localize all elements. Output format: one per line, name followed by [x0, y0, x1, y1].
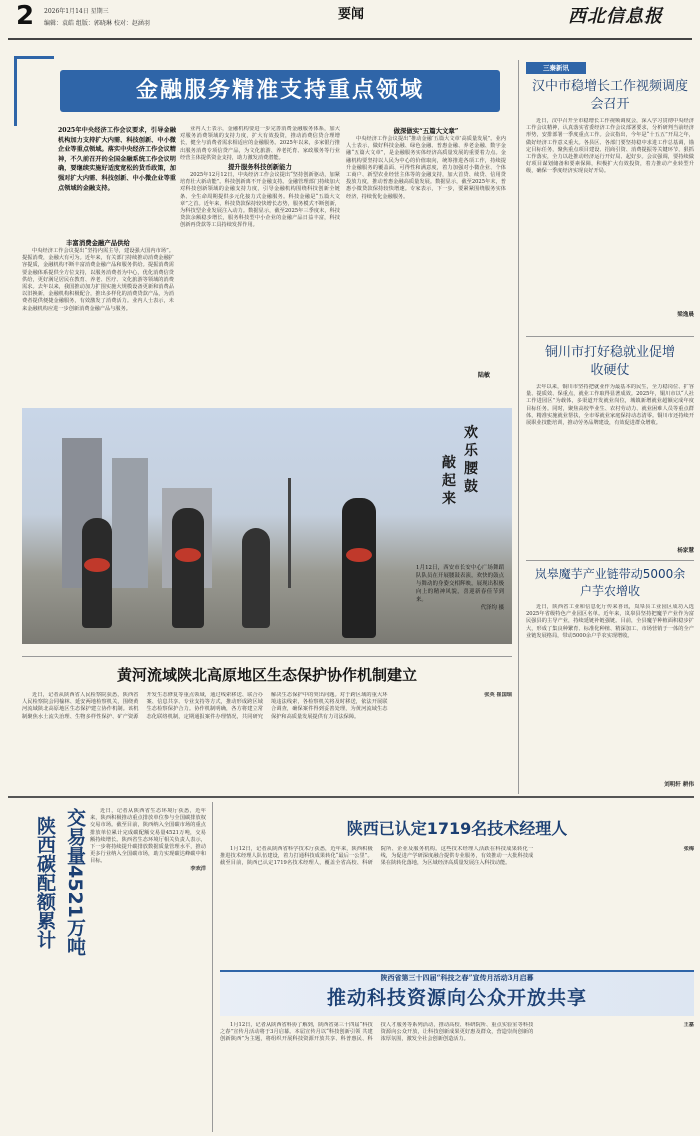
- finance-sub-1: 丰富消费金融产品供给: [66, 239, 130, 247]
- tongchuan-author: 杨家慧: [677, 548, 694, 554]
- calligraphy-char: 欢: [464, 425, 478, 441]
- photo-drum-3: [346, 548, 372, 562]
- calligraphy-char: 来: [442, 491, 456, 507]
- carbon-title-line-1: 交易量4521万吨: [64, 808, 86, 956]
- masthead: [8, 1, 694, 34]
- tongchuan-body: [526, 384, 694, 548]
- photo-caption: [416, 564, 504, 640]
- photo-dancer-3: [242, 528, 270, 628]
- photo-drum-2: [175, 548, 201, 562]
- langao-author: 刘明轩 耕伟: [664, 782, 694, 788]
- rule-langao: [526, 560, 694, 561]
- photo-credit: 代泽均 摄: [480, 605, 504, 611]
- hanzhong-text: 近日，汉中召开全市稳增长工作视频调度会，深入学习贯彻中央经济工作会议精神，认真落实省委经济工作会议部署要求，分析研判当前经济形势，安排部署一季度重点工作。会议指出，今年是“十五五”开局之年，做好经济工作意义重大。各县区、各部门要坚持稳中求进工作总基调，锚定目标任务，聚焦重点项目建设、招商引资、消费提振等关键环节，狠抓工作落实，全力以赴推动经济运行开好局、起好步。会议强调，要持续做好项目谋划储备和要素保障，积极扩大有效投资，着力推动产业转型升级，确保一季度经济实现良好开局。: [526, 118, 694, 175]
- finance-col3-text: 中央经济工作会议提出“推动金融‘五篇大文章’高质量发展”。业内人士表示，做好科技金融、绿色金融、普惠金融、养老金融、数字金融“五篇大文章”，是金融服务实体经济高质量发展的重要着力点。金融机构要坚持以人民为中心的价值取向，统筹推进各项工作，持续提升金融服务的覆盖面、可得性和满意度，着力加强对小微企业、个体工商户、新型农业经营主体等的金融支持，加大首贷、续贷、信用贷投放力度，推动普惠金融高质量发展。数据显示，截至2025年末，普惠小微贷款保持较快增速。专家表示，下一步，要紧紧围绕服务实体经济，持续优化金融服务。: [346, 136, 506, 200]
- photo-drum-1: [84, 558, 110, 572]
- calligraphy-char: 起: [442, 473, 456, 489]
- finance-sub-3: 做深做实“五篇大文章”: [393, 127, 459, 135]
- masthead-rule: [8, 38, 692, 40]
- finance-col-2: [180, 126, 340, 366]
- photo-dancer-2: [172, 508, 204, 628]
- openshare-author: 王嘉: [683, 1022, 694, 1028]
- photo-calligraphy: [420, 424, 480, 564]
- eco-text: 近日，记者从陕西省人民检察院获悉，陕西省人民检察院会同榆林、延安两地检察机关，围绕黄河流域陕北高原地区生态保护建立协作机制。该机制聚焦水土流失治理、生物多样性保护、矿产资源开发生态修复等重点领域，通过线索移送、联合办案、信息共享、专业支持等方式，推动形成跨区域生态检察保护合力。协作机制明确，各方将建立常态化联络机制，定期通报案件办理情况，共同研究解决生态保护中的突出问题。对于跨区域的重大环境违法线索，各检察机关将及时移送，依法开展联合调查，确保案件得到妥善处理，为黄河流域生态保护和高质量发展提供有力司法保障。: [22, 692, 388, 720]
- eco-author: 张英 崔国瑞: [484, 692, 512, 698]
- banner: [60, 70, 500, 112]
- hanzhong-author: 梁逸晨: [677, 312, 694, 318]
- photo-dancer-1: [82, 518, 112, 628]
- tongchuan-section: [526, 344, 694, 556]
- carbon-text: 近日，记者从陕西省生态环境厅获悉，近年来，陕西积极推动重点排放单位参与全国碳排放权交易市场。截至目前，陕西纳入全国碳市场的重点排放单位累计完成碳配额交易量4521万吨，交易额持续增长。陕西省生态环境厅相关负责人表示，下一步将持续提升碳排放数据质量管理水平，推动更多行业纳入全国碳市场，助力实现碳达峰碳中和目标。: [90, 808, 206, 865]
- photo-dancer-4: [342, 498, 376, 638]
- openshare-text: 1月12日，记者从陕西省科协了解到，陕西省第三十四届“科技之春”宣传月活动将于3月启幕。本届宣传月以“科技创新引领 共建创新陕西”为主题，将组织开展科技资源开放共享、科普惠民、科技人才服务等系列活动，推动高校、科研院所、重点实验室等科技资源向公众开放，让科技创新成果更好惠及群众，营造崇尚创新的浓厚氛围，激发全社会创新创造活力。: [220, 1022, 534, 1043]
- hanzhong-body: [526, 118, 694, 312]
- openshare-title: 推动科技资源向公众开放共享: [326, 987, 587, 1009]
- rule-eco: [22, 656, 512, 657]
- news-photo: [22, 408, 512, 644]
- finance-col1-text: 中央经济工作会议提出“坚持内需主导，建设强大国内市场”。提振消费，金融大有可为。近年来，有关部门持续推动消费金融扩容提质，金融机构不断丰富消费金融产品和服务供给。提振消费需要金融体系提供全方位支持，以服务消费者为中心，优化消费信贷供给，更好满足居民在教育、养老、医疗、文化旅游等领域的消费需求。去年以来，我国推动加力扩围实施大规模设备更新和消费品以旧换新，金融机构积极配合，推出多样化的消费贷款产品，为消费者提供便捷金融服务，有效激发了消费活力。业内人士表示，未来金融机构应进一步创新消费金融产品与服务。: [22, 248, 174, 312]
- carbon-body: [90, 808, 206, 1134]
- tongchuan-title: 铜川市打好稳就业促增收硬仗: [544, 345, 675, 378]
- carbon-title: [22, 808, 88, 1048]
- openshare-banner: [220, 970, 694, 1016]
- finance-lead: 2025年中央经济工作会议要求，引导金融机构加力支持扩大内需、科技创新、中小微企业等重点领域。落实中央经济工作会议精神，不久前召开的全国金融系统工作会议明确，要继续实施好适度宽松的货币政策，加强对扩大内需、科技创新、中小微企业等重点领域的金融支持。: [58, 127, 176, 192]
- photo-caption-text: 1月12日，西安市长安中心广场舞蹈队队员在开展腰鼓表演，欢快的鼓点与舞动的身姿交相辉映，展现出积极向上的精神风貌，喜迎新春佳节到来。: [416, 565, 504, 603]
- langao-section: [526, 566, 694, 794]
- hanzhong-section: [526, 62, 694, 332]
- eco-title: 黄河流域陕北高原地区生态保护协作机制建立: [116, 666, 417, 684]
- managers-author: 张梅: [683, 846, 694, 852]
- rule-carbon: [212, 802, 213, 1132]
- finance-col-1: [22, 238, 174, 410]
- right-column-rule: [518, 60, 519, 794]
- photo-street-lamp: [288, 478, 291, 588]
- finance-sub-2: 提升服务科技创新能力: [228, 163, 292, 172]
- managers-body: [220, 846, 694, 966]
- langao-title: 岚皋魔芋产业链带动5000余户芋农增收: [534, 567, 686, 598]
- section-tag: 三秦新讯: [526, 62, 586, 74]
- carbon-title-line-2: 陕西碳配额累计: [34, 816, 56, 949]
- calligraphy-char: 鼓: [464, 479, 478, 495]
- finance-col2b-text: 2025年12月12日，中央经济工作会议提出“坚持创新驱动，加紧培育壮大新动能”。科技创新离不开金融支持。金融管理部门持续加大对科技创新领域的金融支持力度，引导金融机构围绕科技创新全链条、全生命周期提供多元化接力式金融服务。科技金融是“五篇大文章”之首。近年来，科技贷款保持较快增长态势，服务模式不断创新，为科技型企业发展注入动力。数据显示，截至2025年三季度末，科技贷款余额稳步增长，服务科技型中小企业的金融产品日益丰富，科技创新再贷款等工具持续发挥作用。: [180, 172, 340, 229]
- calligraphy-column-right: [464, 424, 480, 564]
- calligraphy-char: 腰: [464, 461, 478, 477]
- date-line: 2026年1月14日 星期三: [44, 8, 109, 15]
- banner-title: 金融服务精准支持重点领域: [135, 78, 424, 103]
- banner-ribbon: [14, 56, 54, 126]
- calligraphy-char: 敲: [442, 455, 456, 471]
- rule-tongchuan: [526, 336, 694, 337]
- finance-col2-text: 业内人士表示，金融机构要进一步完善消费金融服务体系，加大对服务消费领域的支持力度，扩大有效投资，推动消费信贷合理增长，健全与消费者需求相适应的金融服务。2025年以来，多家银行推出服务消费专项信贷产品，为文化旅游、养老托育、家政服务等行业经营主体提供资金支持，助力激发消费潜能。: [180, 126, 340, 161]
- langao-body: [526, 604, 694, 782]
- rule-bottom: [8, 796, 694, 798]
- editors-line: 编辑：袁皓 组版：郭晓琳 校对：赵涵羽: [44, 20, 150, 27]
- calligraphy-char: 乐: [464, 443, 478, 459]
- page-number: 2: [16, 1, 35, 31]
- section-name: 要闻: [338, 7, 365, 22]
- langao-text: 近日，陕西省工业和信息化厅传来喜讯，岚皋县工业园区成功入选2025年省级特色产业园区名单。近年来，岚皋县坚持把魔芋产业作为富民强县的主导产业，持续延链补链强链。目前，全县魔芋种植面积稳步扩大，形成了集良种繁育、标准化种植、精深加工、市场营销于一体的全产业链发展格局，带动5000余户芋农实现增收。: [526, 604, 694, 639]
- carbon-author: 李欢洋: [190, 865, 206, 872]
- eco-body: [22, 692, 512, 784]
- managers-text: 1月12日，记者从陕西省科学技术厅获悉，近年来，陕西积极推进技术经理人队伍建设，着力打通科技成果转化“最后一公里”。截至目前，陕西已认定1719名技术经理人，覆盖全省高校、科研院所、企业及服务机构。这些技术经理人活跃在科技成果转化一线，为促进产学研深度融合提供专业服务，有效推动一大批科技成果在陕转化落地，为区域经济高质量发展注入科技动能。: [220, 846, 534, 867]
- managers-title: 陕西已认定1719名技术经理人: [346, 819, 568, 838]
- openshare-kicker: 陕西省第三十四届“科技之春”宣传月活动3月启幕: [380, 973, 534, 982]
- photo-building-2: [112, 458, 148, 588]
- openshare-body: [220, 1022, 694, 1132]
- finance-col-3: [346, 126, 506, 366]
- calligraphy-column-left: [442, 424, 458, 564]
- hanzhong-title: 汉中市稳增长工作视频调度会召开: [532, 79, 689, 112]
- finance-author: 陆敏: [478, 372, 491, 379]
- tongchuan-text: 去年以来，铜川市坚持把就业作为最基本的民生，全力稳岗位、扩容量、提质效、保重点，就业工作取得显著成效。2025年，铜川市以“人社工作进园区”为载体，多渠道开发就业岗位，城镇新增就业超额完成年度目标任务。同时，聚焦高校毕业生、农村劳动力、就业困难人员等重点群体，精准实施就业帮扶，全市零就业家庭保持动态清零。铜川市还持续开展职业技能培训，推动劳务品牌建设，有效促进群众增收。: [526, 384, 694, 427]
- paper-name-logo: 西北信息报: [568, 6, 663, 27]
